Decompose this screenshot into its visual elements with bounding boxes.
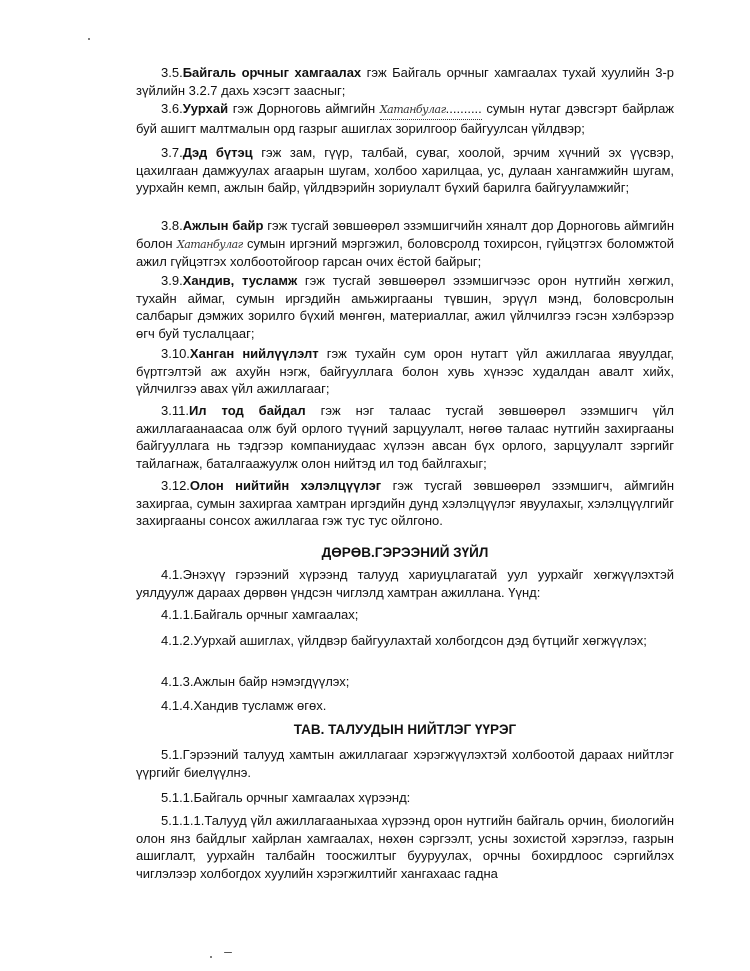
handwritten-sum-name: Хатанбулаг [176,237,243,251]
defined-term: Уурхай [182,101,229,116]
section-number: 3.6. [161,101,183,116]
section-number: 3.7. [161,145,183,160]
scan-speck [88,38,90,40]
section-number: 3.12. [161,478,190,493]
section-number: 3.5. [161,65,183,80]
section-number: 3.11. [161,403,189,418]
section-3-9 [136,272,674,342]
definition-text: гэж нэг талаас тусгай зөвшөөрөл эзэмшигч үйл ажиллагаанаасаа олж буй орлого түүний зарцуулалт, нөгөө талаас нутгийн захиргааны байгууллага нь тэдгээр компаниудаас хүлээн авсан бүх орлого, зарцуулалт зэргийг тайлагнаж, баталгаажуулж олон нийтэд ил тод байлгахыг; [136,403,674,471]
section-3-11 [136,402,674,472]
clause-4-1 [136,566,674,601]
defined-term: Байгаль орчныг хамгаалах [182,65,362,80]
section-3-6: 3.6.Уурхай гэж Дорноговь аймгийн Хатанбулаг.......... сумын нутаг дэвсгэрт байрлаж буй ашигт малтмалын орд газрыг ашиглах зорилгоор байгуулсан үйлдвэр; [136,101,675,136]
scan-speck [210,956,212,958]
defined-term: Олон нийтийн хэлэлцүүлэг [189,478,382,493]
section-number: 3.8. [161,218,183,233]
clause-4-1-3: 4.1.3.Ажлын байр нэмэгдүүлэх; [161,674,350,689]
definition-text: гэж тусгай зөвшөөрөл эзэмшигчийн хяналт дор Дорноговь аймгийн болон [136,218,674,251]
clause-text: 4.1.Энэхүү гэрээний хүрээнд талууд хариуцлагатай уул уурхайг хөгжүүлэхтэй уялдуулж дараах дөрвөн үндсэн чиглэлд хамтран ажиллана. Үүнд: [136,567,674,600]
clause-4-1-1: 4.1.1.Байгаль орчныг хамгаалах; [161,607,359,622]
definition-text: гэж тусгай зөвшөөрөл эзэмшигчээс орон нутгийн хөгжил, тухайн аймаг, сумын иргэдийн амьжиргааны түвшин, эрүүл мэнд, боловсролын салбарыг дэмжих зорилго бүхий мөнгөн, материаллаг, ажил үйлчилгээ гэсэн хэлбэрээр өгч буй туслалцааг; [136,273,674,341]
clause-text: 5.1.1.1.Талууд үйл ажиллагааныхаа хүрээнд орон нутгийн байгаль орчин, биологийн олон янз байдлыг хайрлан хамгаалах, нөхөн сэргээлт, усны зохистой хэрэглээ, газрын ашиглалт, уурхайн талбайн тоосжилтыг бууруулах, орчны бохирдлоос сэргийлэх чиглэлээр холбогдох хуулийн хэрэгжилтийг хангахаас гадна [136,813,674,881]
clause-5-1-1-1 [136,812,674,882]
clause-text: 5.1.Гэрээний талууд хамтын ажиллагааг хэрэгжүүлэхтэй холбоотой дараах нийтлэг үүргийг биелүүлнэ. [136,747,674,780]
definition-text: гэж зам, гүүр, талбай, суваг, хоолой, эрчим хүчний эх үүсвэр, цахилгаан дамжуулах агаарын шугам, холбоо харилцаа, ус, дулаан хангамжийн шугам, уурхайн кемп, ажлын байр, үйлдвэрийн зориулалт бүхий барилга байгууламжийг; [136,145,674,195]
definition-text: гэж тухайн сум орон нутагт үйл ажиллагаа явуулдаг, бүртгэлтэй аж ахуйн нэгж, байгууллага болон хувь хүнээс худалдан авалт хийх, үйлчилгээ авах үйл ажиллагааг; [136,346,675,396]
section-3-8 [136,217,674,271]
defined-term: Ханган нийлүүлэлт [189,346,319,361]
section-3-12 [136,477,674,530]
defined-term: Дэд бүтэц [182,145,253,160]
definition-text: сумын нутаг дэвсгэрт байрлаж буй ашигт малтмалын орд газрыг ашиглах зорилгоор байгуулсан үйлдвэр; [136,101,675,136]
chapter-4-title: ДӨРӨВ.ГЭРЭЭНИЙ ЗҮЙЛ [321,545,489,560]
chapter-5-title: ТАВ. ТАЛУУДЫН НИЙТЛЭГ ҮҮРЭГ [293,722,517,737]
clause-5-1 [136,746,674,781]
section-3-7 [136,144,674,197]
defined-term: Хандив, тусламж [182,273,298,288]
definition-text: гэж тусгай зөвшөөрөл эзэмшигч, аймгийн захиргаа, сумын захиргаа хамтран иргэдийн дунд хэлэлцүүлэг явуулахыг, хэлэлцүүлгийг захиргааны сонсох ажиллагаа гэж тус тус ойлгоно. [136,478,674,528]
section-number: 3.9. [161,273,183,288]
clause-4-1-4: 4.1.4.Хандив тусламж өгөх. [161,698,327,713]
clause-4-1-2: 4.1.2.Уурхай ашиглах, үйлдвэр байгуулахтай холбогдсон дэд бүтцийг хөгжүүлэх; [161,633,647,648]
definition-text: сумын иргэний мэргэжил, боловсролд тохирсон, гүйцэтгэх боломжтой ажил гүйцэтгэх холбоотойгоор гарсан очих ёстой байрыг; [136,235,674,269]
definition-text: гэж Дорноговь аймгийн [228,101,380,116]
section-number: 3.10. [161,346,190,361]
scan-speck [224,952,232,953]
defined-term: Ажлын байр [182,218,264,233]
definition-text: гэж Байгаль орчныг хамгаалах тухай хуулийн 3-р зүйлийн 3.2.7 дахь хэсэгт заасныг; [136,65,675,98]
handwritten-sum-name: Хатанбулаг [379,103,446,116]
clause-5-1-1: 5.1.1.Байгаль орчныг хамгаалах хүрээнд: [161,790,411,805]
section-3-10 [136,345,674,398]
defined-term: Ил тод байдал [188,403,306,418]
section-3-5 [136,64,674,99]
